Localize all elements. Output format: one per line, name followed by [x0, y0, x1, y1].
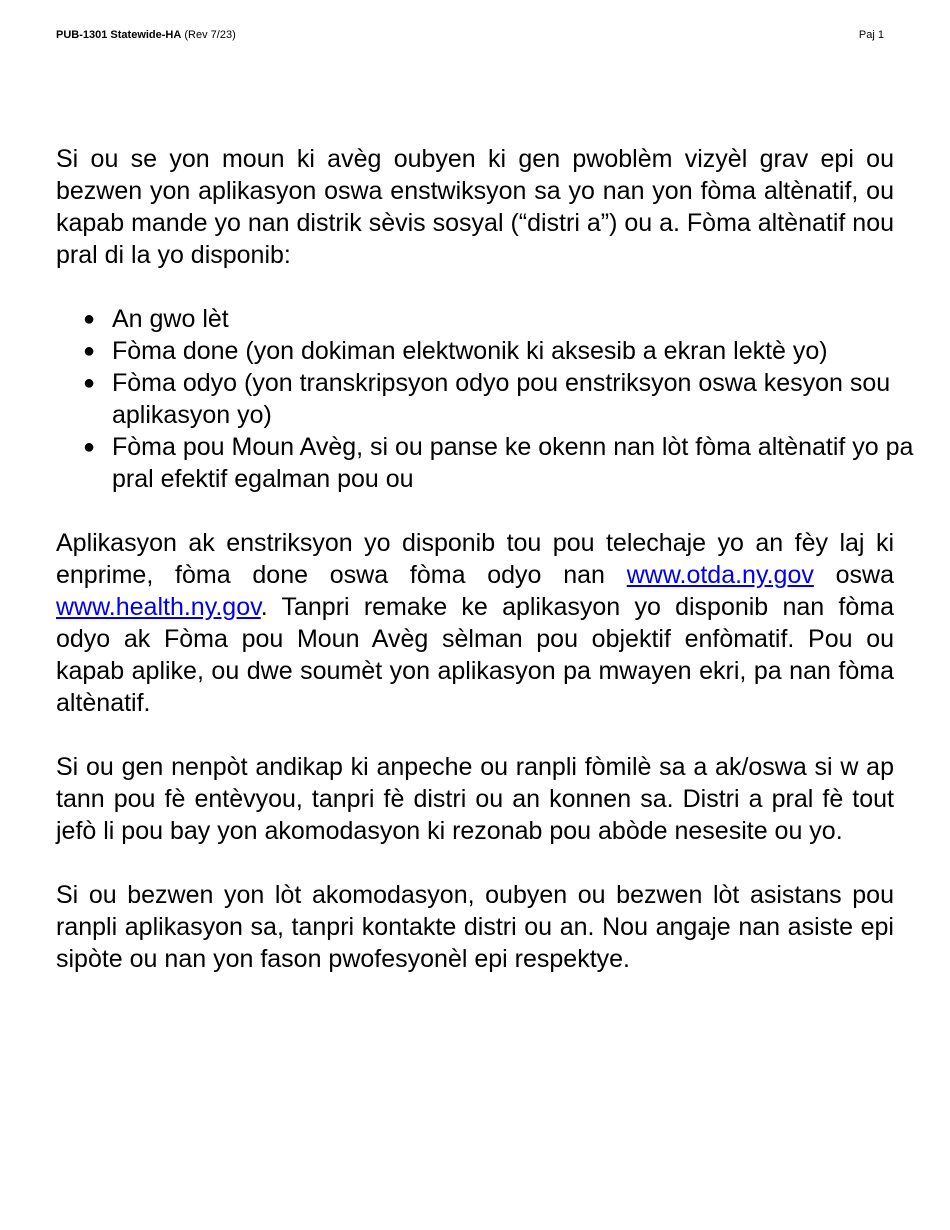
list-item-text: Fòma done (yon dokiman elektwonik ki aksesib a ekran lektè yo): [112, 337, 828, 365]
bullet-icon: ●: [83, 372, 96, 394]
applications-text-3: . Tanpri remake ke aplikasyon yo disponib nan fòma odyo ak Fòma pou Moun Avèg sèlman pou objektif enfòmatif. Pou ou kapab aplike, ou dwe soumèt yon aplikasyon pa mwayen ekri, pa nan fòma altènatif.: [56, 593, 894, 717]
list-item: [56, 303, 916, 335]
list-item-text: An gwo lèt: [112, 305, 229, 333]
intro-paragraph: Si ou se yon moun ki avèg oubyen ki gen pwoblèm vizyèl grav epi ou bezwen yon aplikasyon oswa enstwiksyon sa yo nan yon fòma altènatif, ou kapab mande yo nan distrik sèvis sosyal (“distri a”) ou a. Fòma altènatif nou pral di la yo disponib:: [56, 145, 894, 269]
publication-code: PUB-1301 Statewide-HA: [56, 29, 182, 41]
applications-text-1: Aplikasyon ak enstriksyon yo disponib tou pou telechaje yo an fèy laj ki enprime, fòma done oswa fòma odyo nan: [56, 529, 894, 589]
applications-text-2: oswa: [813, 561, 894, 589]
document-body: [56, 143, 914, 1007]
list-item: [56, 367, 916, 431]
page-number: Paj 1: [858, 29, 884, 41]
bullet-icon: ●: [83, 308, 96, 330]
health-link[interactable]: www.health.ny.gov: [56, 593, 261, 621]
assistance-paragraph: Si ou bezwen yon lòt akomodasyon, oubyen ou bezwen lòt asistans pou ranpli aplikasyon sa, tanpri kontakte distri ou an. Nou angaje nan asiste epi sipòte ou nan yon fason pwofesyonèl epi respektye.: [56, 881, 894, 973]
list-item: [56, 431, 916, 495]
otda-link[interactable]: www.otda.ny.gov: [626, 561, 814, 589]
disability-paragraph: Si ou gen nenpòt andikap ki anpeche ou ranpli fòmilè sa a ak/oswa si w ap tann pou fè entèvyou, tanpri fè distri ou an konnen sa. Distri a pral fè tout jefò li pou bay yon akomodasyon ki rezonab pou abòde nesesite ou yo.: [56, 753, 894, 845]
revision-date: (Rev 7/23): [184, 29, 236, 41]
list-item: [56, 335, 916, 367]
bullet-icon: ●: [83, 436, 96, 458]
document-code: [56, 29, 236, 42]
applications-paragraph: [56, 527, 894, 719]
alternative-formats-list: [56, 303, 916, 495]
bullet-icon: ●: [83, 340, 96, 362]
list-item-text: Fòma odyo (yon transkripsyon odyo pou enstriksyon oswa kesyon sou aplikasyon yo): [112, 369, 891, 429]
list-item-text: Fòma pou Moun Avèg, si ou panse ke okenn nan lòt fòma altènatif yo pa pral efektif egalman pou ou: [112, 433, 914, 493]
